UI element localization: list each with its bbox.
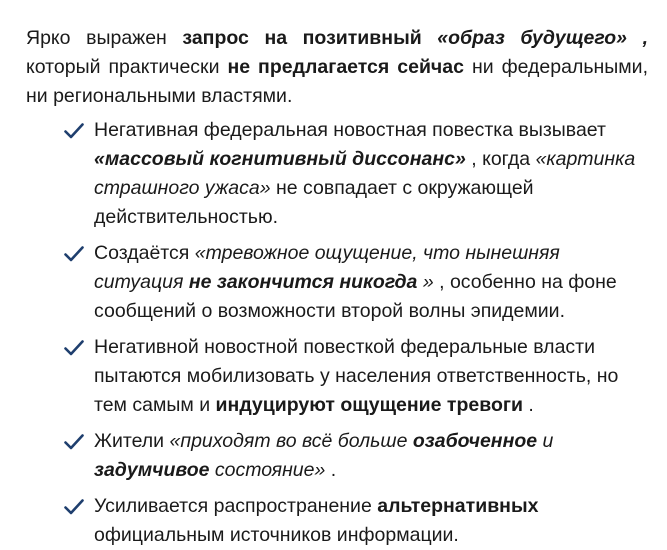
bullet-text: озабоченное <box>412 430 538 452</box>
intro-segment: , <box>642 27 648 49</box>
bullet-text: . <box>528 394 534 416</box>
bullet-text: Негативной новостной повесткой федеральные власти пытаются мобилизовать у населения ответственность, но тем самым и <box>94 336 619 416</box>
bullet-text: «приходят во всё больше <box>169 430 413 452</box>
check-icon <box>64 498 84 516</box>
bullet-text: Создаётся <box>94 242 195 264</box>
bullet-item-4 <box>64 427 649 485</box>
intro-line-1 <box>26 24 648 53</box>
intro-segment: «образ будущего» <box>437 27 627 49</box>
intro-segment: ни федеральными, ни региональными властями. <box>26 56 648 107</box>
bullet-text: Негативная федеральная новостная повестка вызывает <box>94 119 606 141</box>
check-icon <box>64 122 84 140</box>
bullet-list <box>64 116 649 550</box>
intro-paragraph <box>26 24 648 111</box>
bullet-item-1 <box>64 116 649 232</box>
intro-segment: Ярко выражен <box>26 27 183 49</box>
bullet-text: Усиливается распространение <box>94 495 378 517</box>
check-icon <box>64 339 84 357</box>
bullet-text: «тревожное ощущение, что нынешняя ситуация <box>94 242 560 293</box>
bullet-text: альтернативных <box>377 495 539 517</box>
bullet-text: не закончится никогда <box>188 271 418 293</box>
bullet-text: индуцируют ощущение тревоги <box>215 394 523 416</box>
bullet-text: задумчивое <box>94 459 210 481</box>
bullet-text: , когда <box>471 148 536 170</box>
bullet-text: «массовый когнитивный диссонанс» <box>94 148 466 170</box>
bullet-item-3 <box>64 333 649 420</box>
bullet-text: » <box>422 271 434 293</box>
intro-segment: запрос на позитивный <box>182 27 438 49</box>
bullet-text: , особенно на фоне сообщений о возможности второй волны эпидемии. <box>94 271 617 322</box>
bullet-text: «картинка страшного ужаса» <box>94 148 636 199</box>
bullet-text: . <box>330 459 337 481</box>
intro-segment: не предлагается сейчас <box>227 56 464 78</box>
bullet-text: и <box>542 430 554 452</box>
check-icon <box>64 245 84 263</box>
bullet-text: состояние» <box>214 459 326 481</box>
check-icon <box>64 433 84 451</box>
intro-segment: который практически <box>26 56 228 78</box>
bullet-text: не совпадает с окружающей действительностью. <box>94 177 534 228</box>
bullet-text: Жители <box>94 430 170 452</box>
bullet-item-2 <box>64 239 649 326</box>
bullet-text: официальным источников информации. <box>94 524 459 546</box>
bullet-item-5 <box>64 492 649 550</box>
